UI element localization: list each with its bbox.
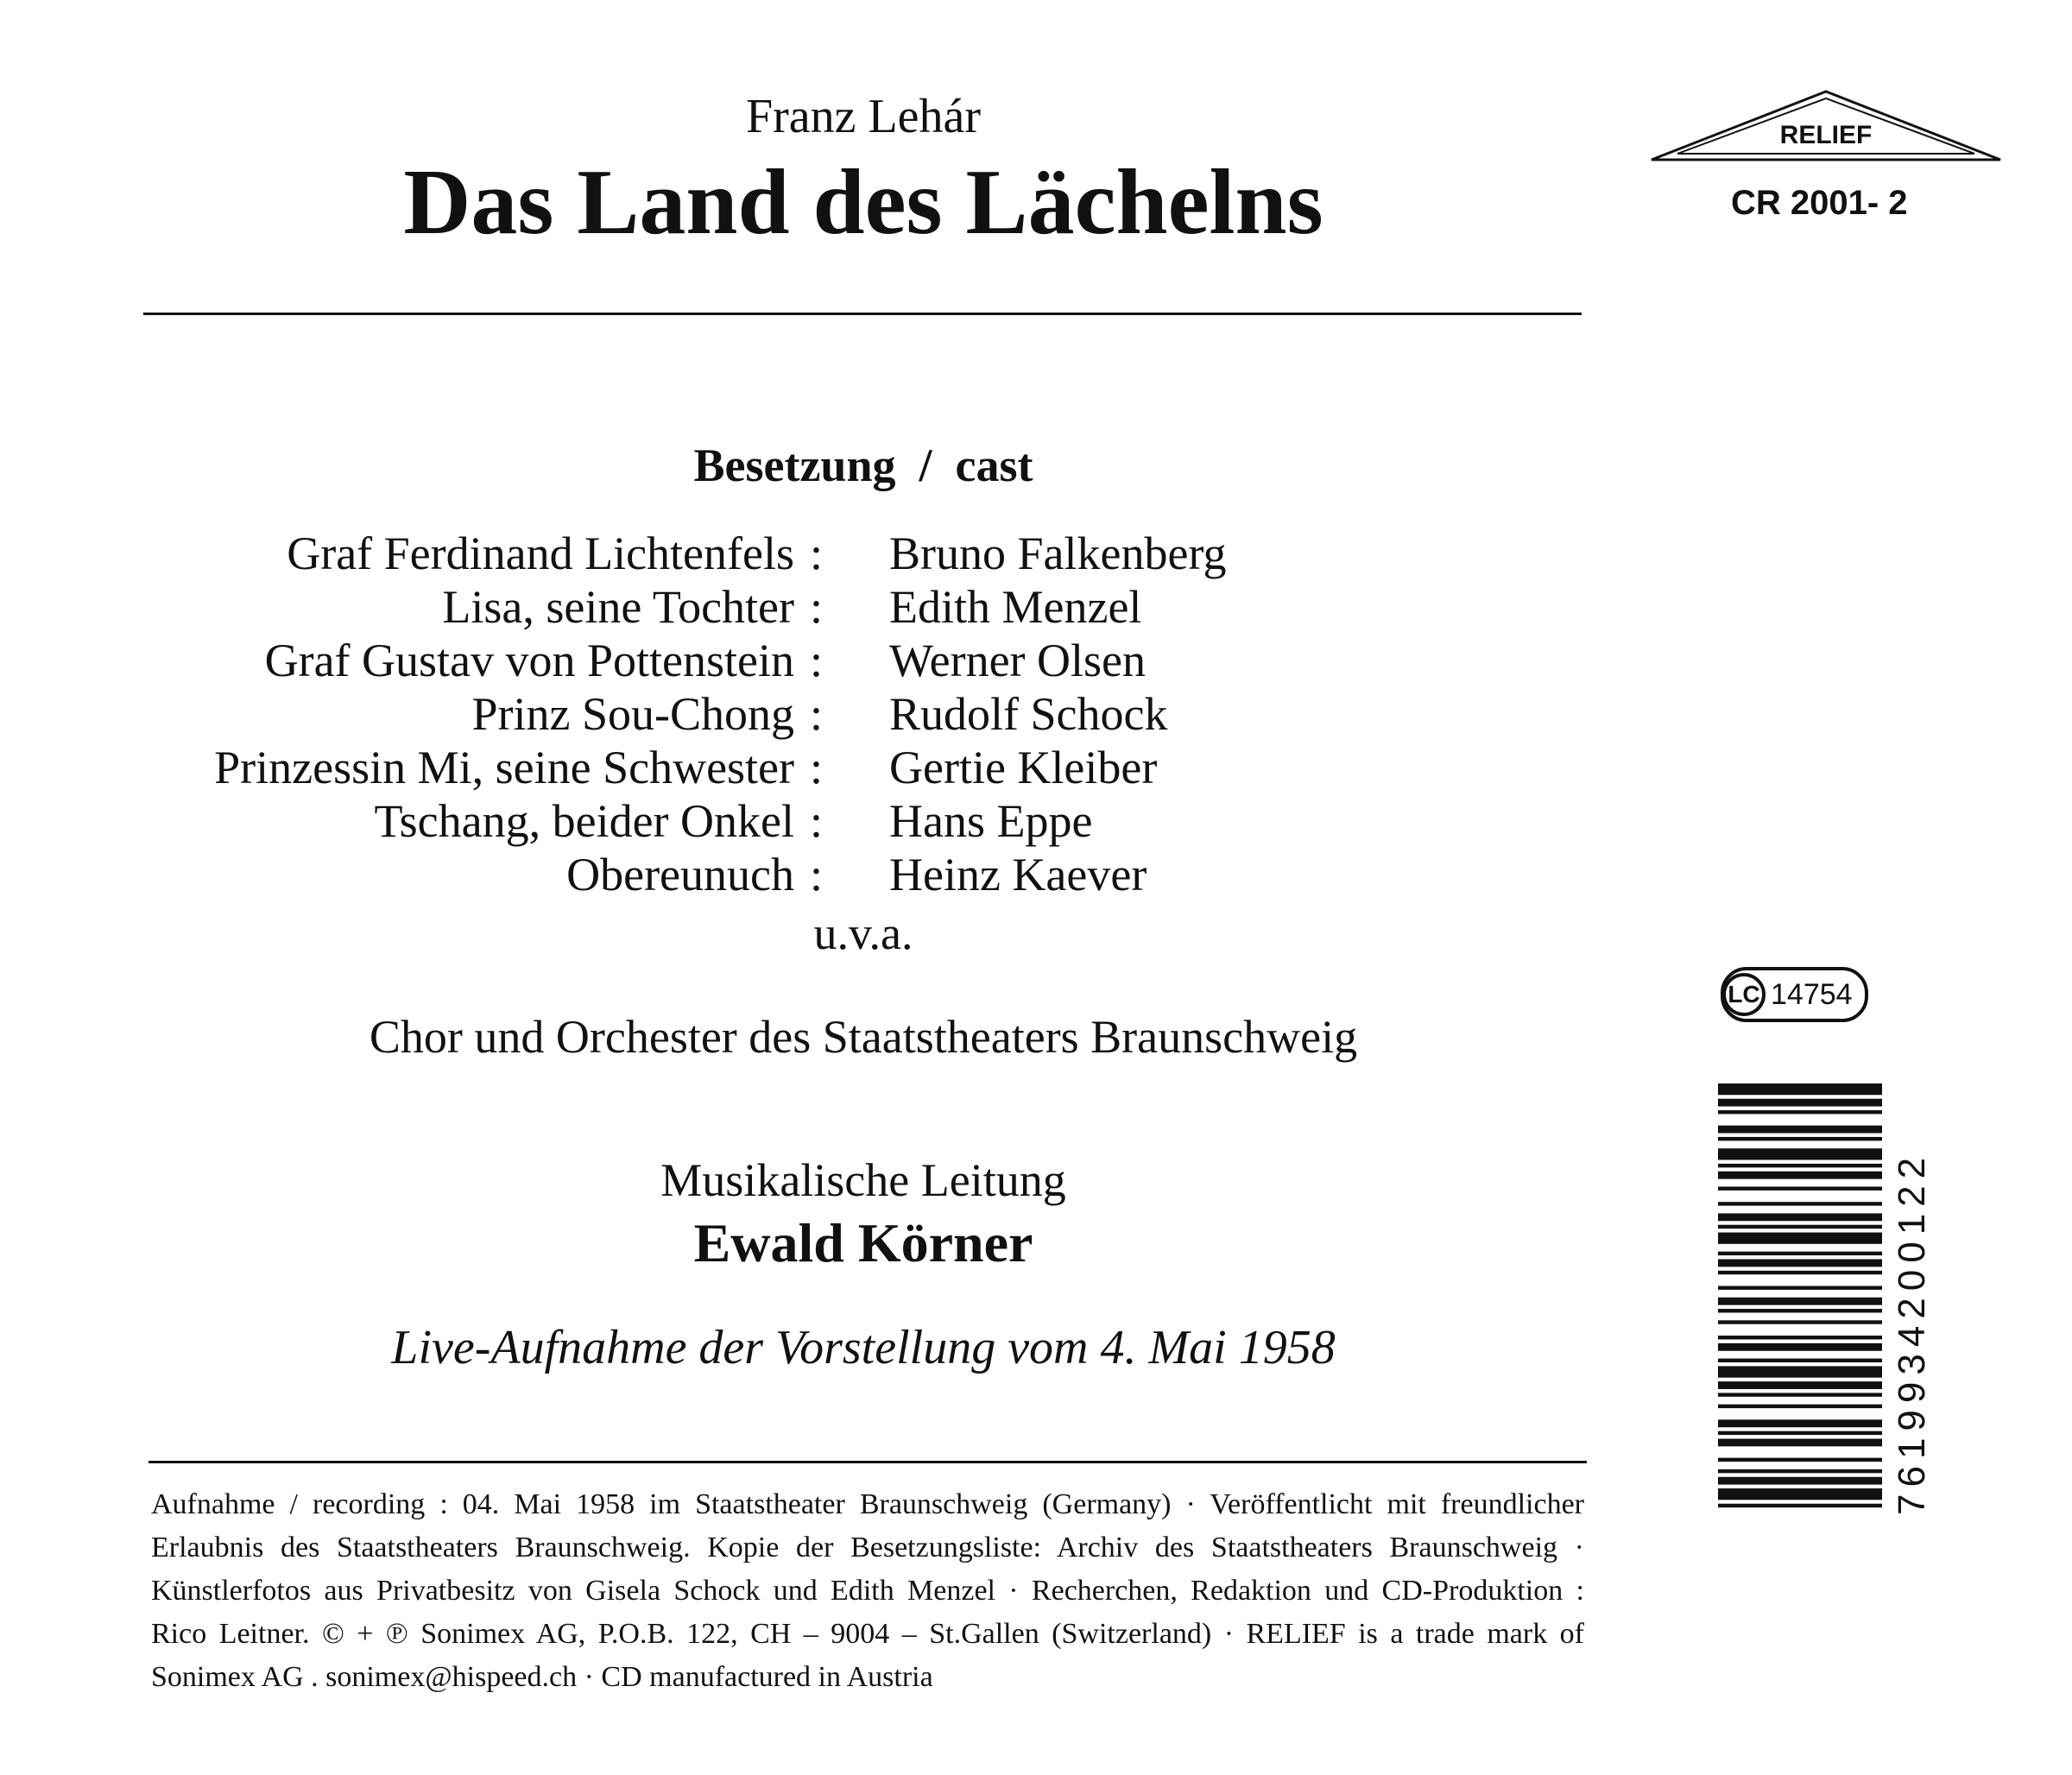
relief-logo [1645,86,2007,168]
lc-icon: LC [1722,973,1766,1016]
barcode-bar [1718,1343,1882,1351]
barcode-bar [1718,1252,1882,1255]
cast-actor: Hans Eppe [889,795,1093,847]
barcode-bar [1718,1233,1882,1244]
barcode-bar [1718,1458,1882,1462]
barcode-bar [1718,1469,1882,1473]
cast-actor: Heinz Kaever [889,849,1147,900]
cast-list [0,527,1381,901]
catalog-number: CR 2001- 2 [1731,184,1908,222]
bottom-divider [148,1461,1587,1463]
cast-row [0,527,1381,580]
cast-row [0,687,1381,741]
barcode-bar [1718,1366,1882,1377]
barcode-bar [1718,1419,1882,1427]
cast-role: Graf Ferdinand Lichtenfels [287,527,794,579]
cast-role: Obereunuch [566,849,794,900]
barcode-bar [1718,1439,1882,1447]
cast-actor: Gertie Kleiber [889,742,1158,793]
barcode-bar [1718,1137,1882,1140]
cast-separator: : [810,742,824,793]
barcode-bar [1718,1309,1882,1312]
barcode-bar [1718,1099,1882,1107]
label-code: 14754 [1771,977,1853,1011]
barcode-bar [1718,1110,1882,1114]
barcode-bar [1718,1431,1882,1435]
barcode-bar [1718,1260,1882,1267]
cast-separator: : [810,849,824,900]
barcode-bar [1718,1271,1882,1274]
barcode-bar [1718,1148,1882,1159]
album-title: Das Land des Lächelns [403,151,1323,254]
barcode-bar [1718,1286,1882,1290]
cast-row [0,794,1381,848]
barcode-bar [1718,1488,1882,1500]
cast-role: Prinz Sou-Chong [471,688,794,740]
cast-actor: Bruno Falkenberg [889,527,1227,579]
cast-role: Lisa, seine Tochter [442,581,794,633]
ensemble: Chor und Orchester des Staatstheaters Braunschweig [369,1011,1358,1063]
barcode-bar [1718,1202,1882,1205]
barcode-bar [1718,1359,1882,1362]
cast-actor: Edith Menzel [889,581,1142,633]
barcode-bar [1718,1164,1882,1167]
cast-role: Prinzessin Mi, seine Schwester [214,742,794,793]
cast-row [0,848,1381,901]
cast-separator: : [810,527,824,579]
barcode-bar [1718,1477,1882,1485]
cast-role: Graf Gustav von Pottenstein [264,635,794,686]
credits-block [151,1483,1584,1699]
credits-line: Aufnahme / recording : 04. Mai 1958 im Staatstheater Braunschweig (Germany) · Veröffentlicht mit freundlicher [151,1488,1584,1520]
composer-name: Franz Lehár [745,90,982,143]
conductor-name: Ewald Körner [693,1212,1033,1273]
live-recording-note: Live-Aufnahme der Vorstellung vom 4. Mai 1958 [391,1321,1336,1374]
barcode-bar [1718,1213,1882,1221]
barcode-digits: 7619934200122 [1891,1150,1933,1515]
relief-logo-text: RELIEF [1779,121,1873,149]
cast-separator: : [810,581,824,633]
cast-row [0,634,1381,687]
barcode-bar [1718,1405,1882,1408]
barcode-bar [1718,1083,1882,1095]
cast-more: u.v.a. [813,907,913,959]
cast-actor: Werner Olsen [889,635,1147,686]
cast-separator: : [810,795,824,847]
barcode-bar [1718,1186,1882,1190]
credits-line: Erlaubnis des Staatstheaters Braunschweig. Kopie der Besetzungsliste: Archiv des Staatstheaters Braunschweig · [151,1532,1584,1563]
top-divider [143,313,1582,315]
cast-row [0,580,1381,634]
barcode-bar [1718,1298,1882,1305]
barcode-bar [1718,1393,1882,1396]
credits-line: Sonimex AG . sonimex@hispeed.ch · CD manufactured in Austria [151,1661,933,1693]
barcode-bar [1718,1225,1882,1229]
barcode-bar [1718,1336,1882,1339]
cast-heading: Besetzung / cast [693,439,1033,491]
cast-separator: : [810,688,824,740]
barcode-bar [1718,1320,1882,1323]
cast-actor: Rudolf Schock [889,688,1168,740]
conductor-label: Musikalische Leitung [660,1154,1066,1206]
barcode-bar [1718,1504,1882,1507]
cast-role: Tschang, beider Onkel [374,795,794,847]
credits-line: Künstlerfotos aus Privatbesitz von Gisela Schock und Edith Menzel · Recherchen, Redaktion und CD-Produktion : [151,1575,1584,1607]
cast-row [0,741,1381,794]
label-code-badge [1721,967,1868,1022]
barcode-bar [1718,1126,1882,1134]
barcode-bar [1718,1381,1882,1389]
cast-separator: : [810,635,824,686]
barcode-bar [1718,1172,1882,1179]
credits-line: Rico Leitner. © + ℗ Sonimex AG, P.O.B. 122, CH – 9004 – St.Gallen (Switzerland) · RELIEF is a trade mark of [151,1618,1584,1650]
